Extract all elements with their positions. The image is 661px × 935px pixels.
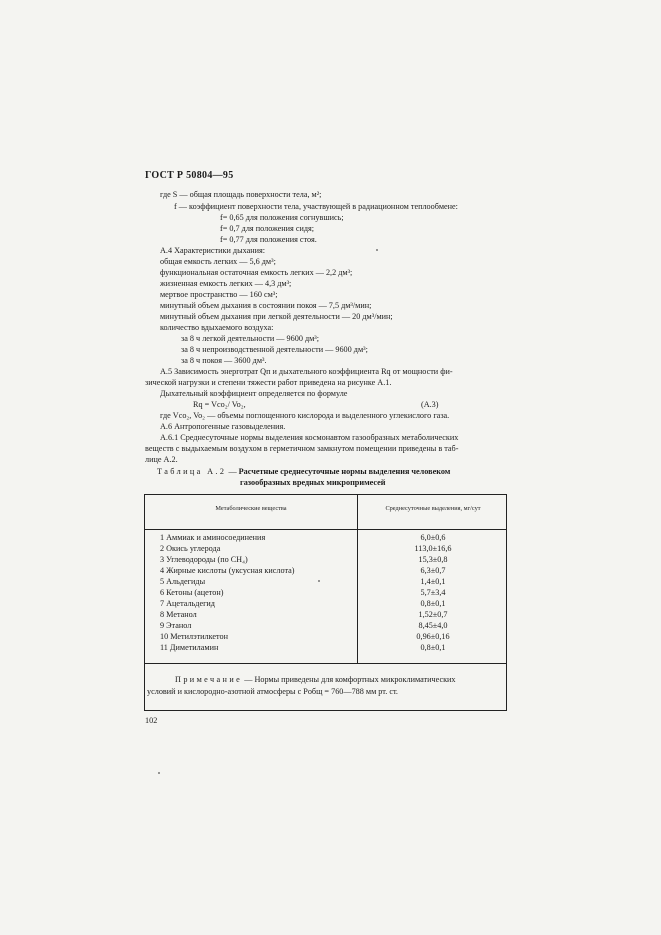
text-line: веществ с выдыхаемым воздухом в герметичном замкнутом помещении приведены в таб- [145, 444, 459, 453]
note-label: Примечание [175, 675, 243, 684]
text-line: количество вдыхаемого воздуха: [160, 323, 274, 332]
table-cell-substance: 8 Метанол [160, 610, 197, 619]
text-line: f= 0,7 для положения сидя; [220, 224, 315, 233]
table-cell-substance: 4 Жирные кислоты (уксусная кислота) [160, 566, 295, 575]
table-cell-value: 6,3±0,7 [420, 566, 446, 575]
text-line: А.5 Зависимость энерготрат Qп и дыхательного коэффициента Rq от мощности фи- [160, 367, 453, 376]
text-line: за 8 ч легкой деятельности — 9600 дм³; [181, 334, 320, 343]
table-cell-value: 0,8±0,1 [420, 643, 446, 652]
table-cell-value: 113,0±16,6 [414, 544, 452, 553]
table-cell-substance: 2 Окись углерода [160, 544, 221, 553]
table-header-substance: Метаболические вещества [215, 505, 287, 512]
table-caption [157, 467, 450, 477]
note-line-2: условий и кислородно-азотной атмосферы с Pобщ = 760—788 мм рт. ст. [147, 687, 398, 696]
text-line: за 8 ч покоя — 3600 дм³. [181, 356, 267, 365]
text-line: А.4 Характеристики дыхания: [160, 246, 266, 255]
text-line: мертвое пространство — 160 см³; [160, 290, 278, 299]
text-line: f= 0,65 для положения согнувшись; [220, 213, 344, 222]
table-cell-substance: 10 Метилэтилкетон [160, 632, 228, 641]
page-number: 102 [145, 716, 158, 725]
text-line: где Vco₂, Vo₂ — объемы поглощенного кислорода и выделенного углекислого газа. [160, 411, 450, 420]
table-cell-value: 15,3±0,8 [418, 555, 448, 564]
text-line: лице А.2. [145, 455, 178, 464]
note-text: — Нормы приведены для комфортных микроклиматических [244, 675, 456, 684]
table-cell-substance: 11 Диметиламин [160, 643, 219, 652]
table-cell-value: 8,45±4,0 [418, 621, 448, 630]
text-line: f= 0,77 для положения стоя. [220, 235, 317, 244]
formula-number: (А.3) [421, 400, 439, 409]
table-cell-value: 5,7±3,4 [420, 588, 446, 597]
table-caption-label: Таблица А.2 [157, 467, 227, 476]
text-line: за 8 ч непроизводственной деятельности — 9600 дм³; [181, 345, 368, 354]
table-cell-substance: 1 Аммиак и аминосоединения [160, 533, 266, 542]
table-caption-title-2: газообразных вредных микропримесей [240, 478, 386, 487]
data-table [144, 494, 507, 664]
table-note [144, 663, 507, 711]
text-line: общая емкость легких — 5,6 дм³; [160, 257, 276, 266]
text-line: минутный объем дыхания в состоянии покоя — 7,5 дм³/мин; [160, 301, 372, 310]
table-divider [145, 529, 506, 530]
scan-speck [318, 580, 320, 582]
scan-speck [158, 772, 160, 774]
table-cell-value: 1,52±0,7 [418, 610, 448, 619]
text-line: А.6.1 Среднесуточные нормы выделения космонавтом газообразных метаболических [160, 433, 459, 442]
text-line: где S — общая площадь поверхности тела, м²; [160, 190, 322, 199]
note-line-1 [175, 675, 456, 685]
table-cell-value: 0,8±0,1 [420, 599, 446, 608]
table-cell-substance: 3 Углеводороды (по CH₄) [160, 555, 248, 564]
table-header-daily-emission: Среднесуточные выделения, мг/сут [385, 505, 481, 512]
document-header: ГОСТ Р 50804—95 [145, 170, 234, 181]
text-line: f — коэффициент поверхности тела, участвующей в радиационном теплообмене: [174, 202, 458, 211]
table-cell-substance: 9 Этанол [160, 621, 192, 630]
formula: Rq = Vco₂/ Vo₂, [193, 400, 246, 409]
text-line: А.6 Антропогенные газовыделения. [160, 422, 286, 431]
table-caption-title: Расчетные среднесуточные нормы выделения человеком [238, 467, 451, 476]
table-cell-value: 0,96±0,16 [416, 632, 450, 641]
table-caption-dash: — [228, 467, 237, 476]
table-cell-substance: 5 Альдегиды [160, 577, 206, 586]
scan-speck [376, 249, 378, 251]
table-cell-substance: 7 Ацетальдегид [160, 599, 215, 608]
text-line: зической нагрузки и степени тяжести работ приведена на рисунке А.1. [145, 378, 392, 387]
table-cell-substance: 6 Кетоны (ацетон) [160, 588, 224, 597]
text-line: функциональная остаточная емкость легких — 2,2 дм³; [160, 268, 353, 277]
text-line: минутный объем дыхания при легкой деятельности — 20 дм³/мин; [160, 312, 393, 321]
table-cell-value: 6,0±0,6 [420, 533, 446, 542]
text-line: Дыхательный коэффициент определяется по формуле [160, 389, 348, 398]
text-line: жизненная емкость легких — 4,3 дм³; [160, 279, 292, 288]
table-cell-value: 1,4±0,1 [420, 577, 446, 586]
